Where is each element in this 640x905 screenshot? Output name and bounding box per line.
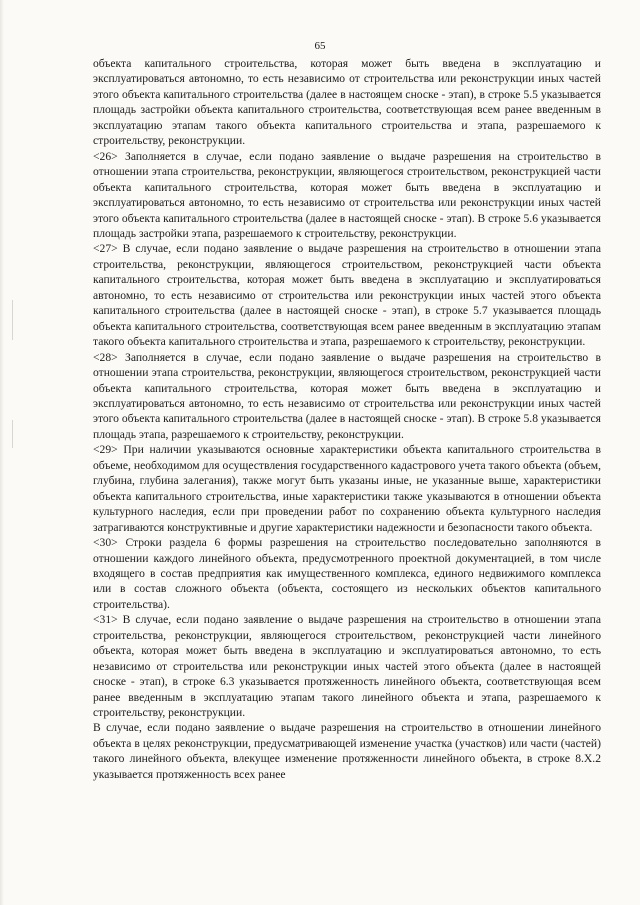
scan-artifact bbox=[12, 420, 13, 448]
footnote-30: <30> Строки раздела 6 формы разрешения на строительство последовательно заполняются в отношении каждого линейного объекта, предусмотренного проектной документацией, в том числе входящего в состав предприятия как имущественного комплекса, единого недвижимого комплекса или в состав сложного объекта (объекта, состоящего из нескольких объектов капитального строительства). bbox=[93, 536, 601, 611]
paragraph-25-continued: объекта капитального строительства, которая может быть введена в эксплуатацию и эксплуатироваться автономно, то есть независимо от строительства или реконструкции иных частей этого объекта капитального строительства (далее в настоящем сноске - этап), в строке 5.5 указывается площадь застройки объекта капитального строительства, соответствующая всем ранее введенным в эксплуатацию этапам такого объекта капитального строительства и этапа, разрешаемого к строительству, реконструкции. bbox=[93, 57, 601, 148]
footnote-28: <28> Заполняется в случае, если подано заявление о выдаче разрешения на строительство в отношении этапа строительства, реконструкции, являющегося строительством, реконструкцией части объекта капитального строительства, которая может быть введена в эксплуатацию и эксплуатироваться автономно, то есть независимо от строительства или реконструкции иных частей этого объекта капитального строительства (далее в настоящей сноске - этап). В строке 5.8 указывается площадь этапа, разрешаемого к строительству, реконструкции. bbox=[93, 350, 601, 441]
footnote-29: <29> При наличии указываются основные характеристики объекта капитального строительства в объеме, необходимом для осуществления государственного кадастрового учета такого объекта (объем, глубина, глубина залегания), также могут быть указаны иные, не указанные выше, характеристики объекта капитального строительства, иные характеристики также указываются в отношении объекта культурного наследия, если при проведении работ по сохранению объекта культурного наследия затрагиваются конструктивные и другие характеристики надежности и безопасности такого объекта. bbox=[93, 443, 601, 534]
footnote-31: <31> В случае, если подано заявление о выдаче разрешения на строительство в отношении этапа строительства, реконструкции, являющегося строительством, реконструкцией части линейного объекта, которая может быть введена в эксплуатацию и эксплуатироваться автономно, то есть независимо от строительства или реконструкции иных частей этого объекта (далее в настоящей сноске - этап), в строке 6.3 указывается протяженность линейного объекта, соответствующая всем ранее введенным в эксплуатацию этапам такого линейного объекта и этапа, разрешаемого к строительству, реконструкции. bbox=[93, 613, 601, 720]
footnote-31-continued: В случае, если подано заявление о выдаче разрешения на строительство в отношении линейного объекта в целях реконструкции, предусматривающей изменение участка (участков) или части (частей) такого линейного объекта, влекущее изменение протяженности линейного объекта, в строке 8.Х.2 указывается протяженность всех ранее bbox=[93, 721, 601, 781]
scan-edge bbox=[0, 0, 4, 905]
page-number: 65 bbox=[314, 40, 326, 52]
footnote-27: <27> В случае, если подано заявление о выдаче разрешения на строительство в отношении этапа строительства, реконструкции, являющегося строительством, реконструкцией части объекта капитального строительства, которая может быть введена в эксплуатацию и эксплуатироваться автономно, то есть независимо от строительства или реконструкции иных частей этого объекта капитального строительства (далее в настоящей сноске - этап), в строке 5.7 указывается площадь объекта капитального строительства, соответствующая всем ранее введенным в эксплуатацию этапам такого объекта капитального строительства и этапа, разрешаемого к строительству, реконструкции. bbox=[93, 242, 601, 349]
footnote-26: <26> Заполняется в случае, если подано заявление о выдаче разрешения на строительство в отношении этапа строительства, реконструкции, являющегося строительством, реконструкцией части объекта капитального строительства, которая может быть введена в эксплуатацию и эксплуатироваться автономно, то есть независимо от строительства или реконструкции иных частей этого объекта капитального строительства (далее в настоящей сноске - этап). В строке 5.6 указывается площадь застройки этапа, разрешаемого к строительству, реконструкции. bbox=[93, 149, 601, 240]
scan-artifact bbox=[12, 300, 13, 340]
document-body bbox=[93, 56, 601, 782]
